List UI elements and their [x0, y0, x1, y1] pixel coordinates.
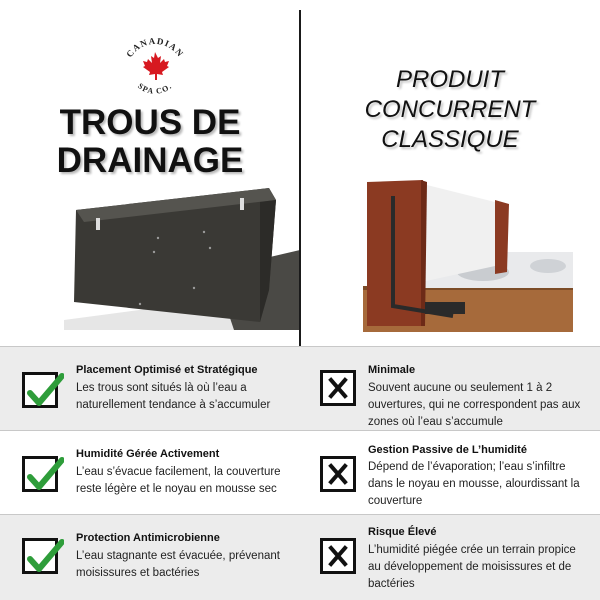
right-title-line2: CONCURRENT	[364, 96, 536, 123]
right-title-line1: PRODUIT	[396, 66, 504, 93]
comparison-row-2	[0, 430, 600, 514]
drainage-cover-image	[64, 180, 300, 332]
left-title-line1: TROUS DE	[59, 103, 241, 142]
left-point-body: L’eau s’évacue facilement, la couverture reste légère et le noyau en mousse sec	[76, 466, 281, 495]
row-divider	[0, 430, 600, 431]
left-point-title: Humidité Gérée Activement	[76, 448, 220, 460]
left-point-body: L’eau stagnante est évacuée, prévenant moisissures et bactéries	[76, 550, 280, 579]
left-point-title: Protection Antimicrobienne	[76, 532, 220, 544]
svg-text:SPA CO.	[136, 81, 174, 96]
comparison-row-3	[0, 514, 600, 600]
checkmark-icon	[22, 456, 58, 492]
checkmark-icon	[22, 372, 58, 408]
right-point-title: Minimale	[368, 364, 416, 376]
comparison-row-1	[0, 346, 600, 430]
left-point-title: Placement Optimisé et Stratégique	[76, 364, 258, 376]
row-divider	[0, 514, 600, 515]
right-title-line3: CLASSIQUE	[381, 126, 519, 153]
right-point-body: Dépend de l’évaporation; l’eau s’infiltre dans le noyau en mousse, alourdissant la couverture	[368, 461, 580, 507]
canadian-spa-co-logo	[118, 34, 192, 98]
x-mark-icon	[320, 538, 356, 574]
right-point-body: L’humidité piégée crée un terrain propice au développement de moisissures et de bactéries	[368, 544, 576, 590]
logo-text-bottom: SPA CO.	[136, 81, 174, 96]
logo-text-top: CANADIAN	[124, 35, 186, 60]
checkmark-icon	[22, 538, 58, 574]
row-divider	[0, 346, 600, 347]
competitor-cover-image	[363, 176, 573, 332]
right-point-body: Souvent aucune ou seulement 1 à 2 ouvertures, qui ne correspondent pas aux zones où l’eau s’accumule	[368, 382, 581, 428]
right-point-title: Risque Élevé	[368, 526, 437, 538]
right-point-title: Gestion Passive de L’humidité	[368, 444, 527, 456]
left-point-body: Les trous sont situés là où l’eau a naturellement tendance à s’accumuler	[76, 382, 271, 411]
x-mark-icon	[320, 370, 356, 406]
x-mark-icon	[320, 456, 356, 492]
left-title-line2: DRAINAGE	[56, 141, 244, 180]
maple-leaf-icon	[143, 52, 169, 80]
